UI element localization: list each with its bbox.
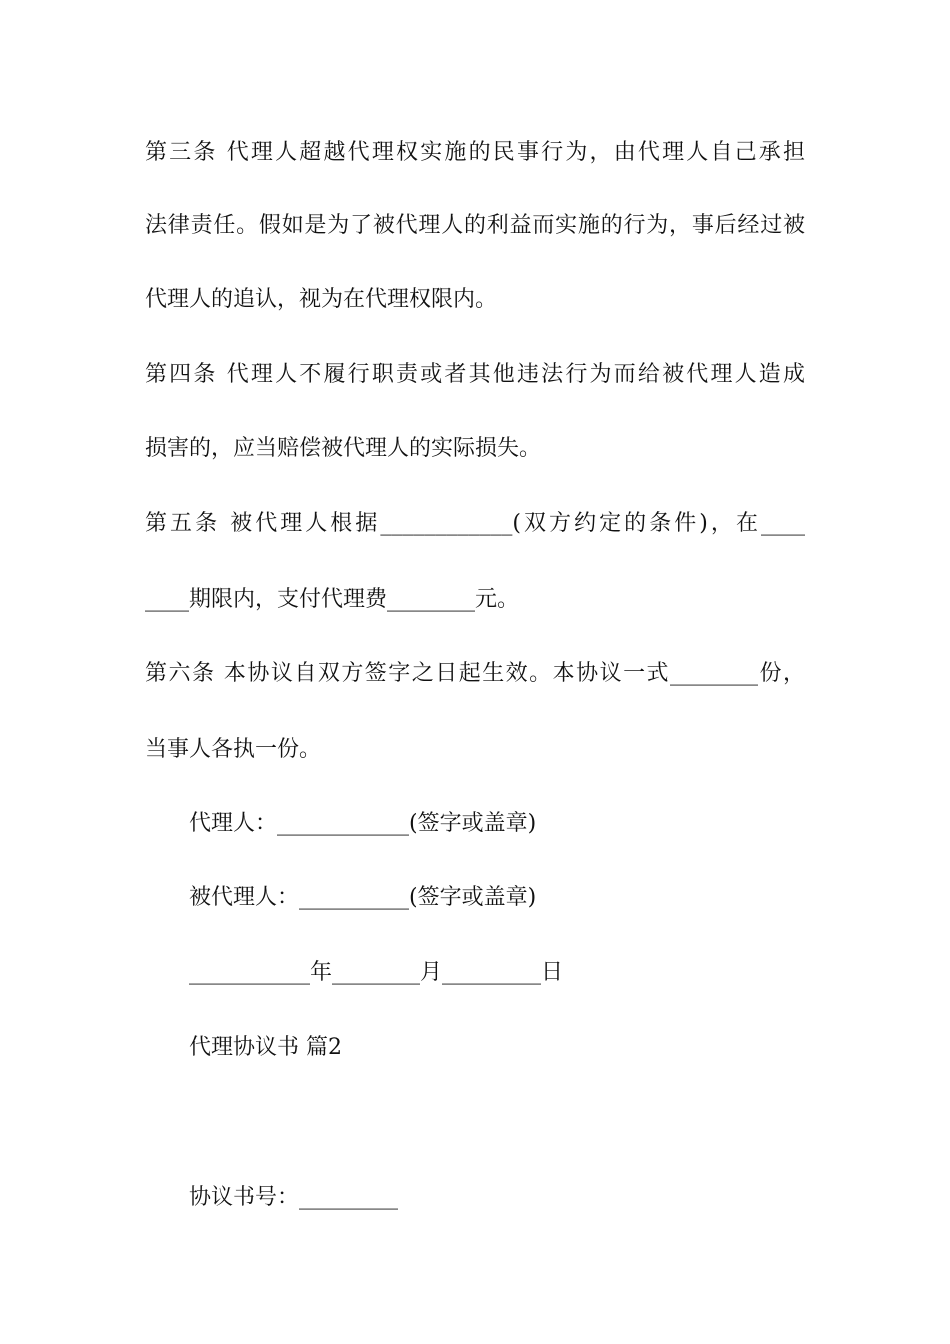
date-line: ___________年________月_________日 (189, 960, 564, 985)
article-6-line-2: 当事人各执一份。 (145, 737, 322, 762)
article-6-line-1: 第六条 本协议自双方签字之日起生效。本协议一式________份， (145, 661, 805, 686)
article-5-line-2: ____期限内，支付代理费________元。 (145, 587, 520, 612)
section-title: 代理协议书 篇2 (189, 1035, 342, 1060)
agreement-number-line: 协议书号：_________ (189, 1185, 399, 1210)
article-3-line-3: 代理人的追认，视为在代理权限内。 (145, 287, 498, 312)
article-3-line-2: 法律责任。假如是为了被代理人的利益而实施的行为，事后经过被 (145, 213, 805, 238)
article-4-line-2: 损害的，应当赔偿被代理人的实际损失。 (145, 436, 542, 461)
agent-signature-line: 代理人：____________(签字或盖章) (189, 811, 537, 836)
article-5-line-1: 第五条 被代理人根据____________(双方约定的条件)，在____ (145, 511, 805, 536)
principal-signature-line: 被代理人：__________(签字或盖章) (189, 885, 537, 910)
article-4-line-1: 第四条 代理人不履行职责或者其他违法行为而给被代理人造成 (145, 362, 805, 387)
article-3-line-1: 第三条 代理人超越代理权实施的民事行为，由代理人自己承担 (145, 140, 805, 165)
